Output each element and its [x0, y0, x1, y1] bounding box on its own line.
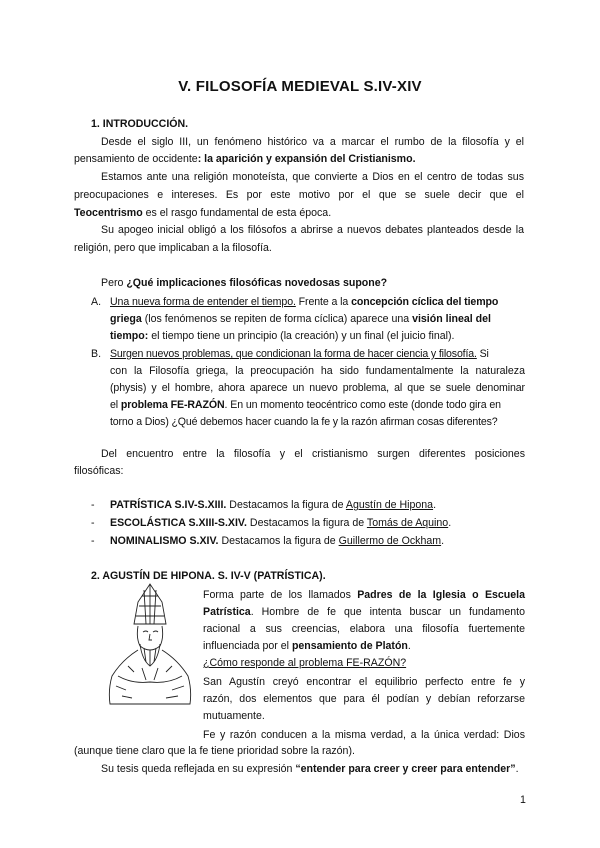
- list-item-patristica: PATRÍSTICA S.IV-S.XIII. Destacamos la figura de Agustín de Hipona.: [110, 499, 437, 511]
- item-b-line5: torno a Dios) ¿Qué debemos hacer cuando la fe y la razón afirman cosas diferentes?: [110, 416, 498, 428]
- item-b-line3: (physis) y el hombre, ahora aparece un nuevo problema, al que se suele denominar: [110, 382, 525, 394]
- list-item-escolastica: ESCOLÁSTICA S.XIII-S.XIV. Destacamos la figura de Tomás de Aquino.: [110, 517, 452, 529]
- intro-p2-line3: Teocentrismo es el rasgo fundamental de esta época.: [74, 207, 332, 219]
- question-line: Pero ¿Qué implicaciones filosóficas novedosas supone?: [101, 277, 388, 289]
- list-dash: -: [91, 499, 95, 511]
- item-a-marker: A.: [91, 296, 102, 308]
- agustin-line8: mutuamente.: [203, 710, 265, 722]
- item-b-line1: Surgen nuevos problemas, que condicionan la forma de hacer ciencia y filosofía. Si: [110, 348, 489, 360]
- agustin-line9: Fe y razón conducen a la misma verdad, a la única verdad: Dios: [203, 729, 525, 741]
- agustin-line7: razón, dos elementos que para él podían y debían reforzarse: [203, 693, 525, 705]
- intro-p2-line1: Estamos ante una religión monoteísta, que convierte a Dios en el centro de todas sus: [101, 171, 524, 183]
- intro-p2-line2: preocupaciones e intereses. Es por este motivo por el que se suele decir que el: [74, 189, 524, 201]
- augustine-portrait-illustration: [102, 580, 198, 706]
- agustin-question: ¿Cómo responde al problema FE-RAZÓN?: [203, 657, 407, 669]
- intro-p1-line1: Desde el siglo III, un fenómeno histórico va a marcar el rumbo de la filosofía y el: [101, 136, 524, 148]
- item-b-line4: el problema FE-RAZÓN. En un momento teocéntrico como este (donde todo gira en: [110, 399, 501, 411]
- section-1-heading: 1. INTRODUCCIÓN.: [91, 118, 189, 130]
- list-dash: -: [91, 535, 95, 547]
- agustin-line4: influenciada por el pensamiento de Platón.: [203, 640, 411, 652]
- agustin-line1: Forma parte de los llamados Padres de la Iglesia o Escuela: [203, 589, 525, 601]
- item-a-line3: tiempo: el tiempo tiene un principio (la creación) y un final (el juicio final).: [110, 330, 455, 342]
- agustin-line6: San Agustín creyó encontrar el equilibrio perfecto entre fe y: [203, 676, 525, 688]
- agustin-line10: (aunque tiene claro que la fe tiene prioridad sobre la razón).: [74, 745, 355, 757]
- item-b-line2: con la Filosofía griega, la preocupación ha sido fundamentalmente la naturaleza: [110, 365, 525, 377]
- item-a-line2: griega (los fenómenos se repiten de forma cíclica) aparece una visión lineal del: [110, 313, 491, 325]
- intro-p1-line2: pensamiento de occidente: la aparición y expansión del Cristianismo.: [74, 153, 416, 165]
- item-b-marker: B.: [91, 348, 102, 360]
- item-a-line1: Una nueva forma de entender el tiempo. Frente a la concepción cíclica del tiempo: [110, 296, 499, 308]
- intro-p3-line2: religión, pero que implicaban a la filosofía.: [74, 242, 272, 254]
- agustin-line2: Patrística. Hombre de fe que intenta buscar un fundamento: [203, 606, 525, 618]
- intro-p4-line2: filosóficas:: [74, 465, 124, 477]
- agustin-thesis: Su tesis queda reflejada en su expresión “entender para creer y creer para entender”.: [101, 763, 519, 775]
- list-item-nominalismo: NOMINALISMO S.XIV. Destacamos la figura de Guillermo de Ockham.: [110, 535, 445, 547]
- intro-p4-line1: Del encuentro entre la filosofía y el cristianismo surgen diferentes posiciones: [101, 448, 525, 460]
- page-number: 1: [520, 794, 526, 806]
- intro-p3-line1: Su apogeo inicial obligó a los filósofos a abrirse a nuevos debates planteados desde la: [101, 224, 524, 236]
- page-title: V. FILOSOFÍA MEDIEVAL S.IV-XIV: [178, 78, 422, 95]
- agustin-line3: racional a sus creencias, elabora una filosofía fuertemente: [203, 623, 525, 635]
- section-2-heading: 2. AGUSTÍN DE HIPONA. S. IV-V (PATRÍSTICA).: [91, 570, 326, 582]
- list-dash: -: [91, 517, 95, 529]
